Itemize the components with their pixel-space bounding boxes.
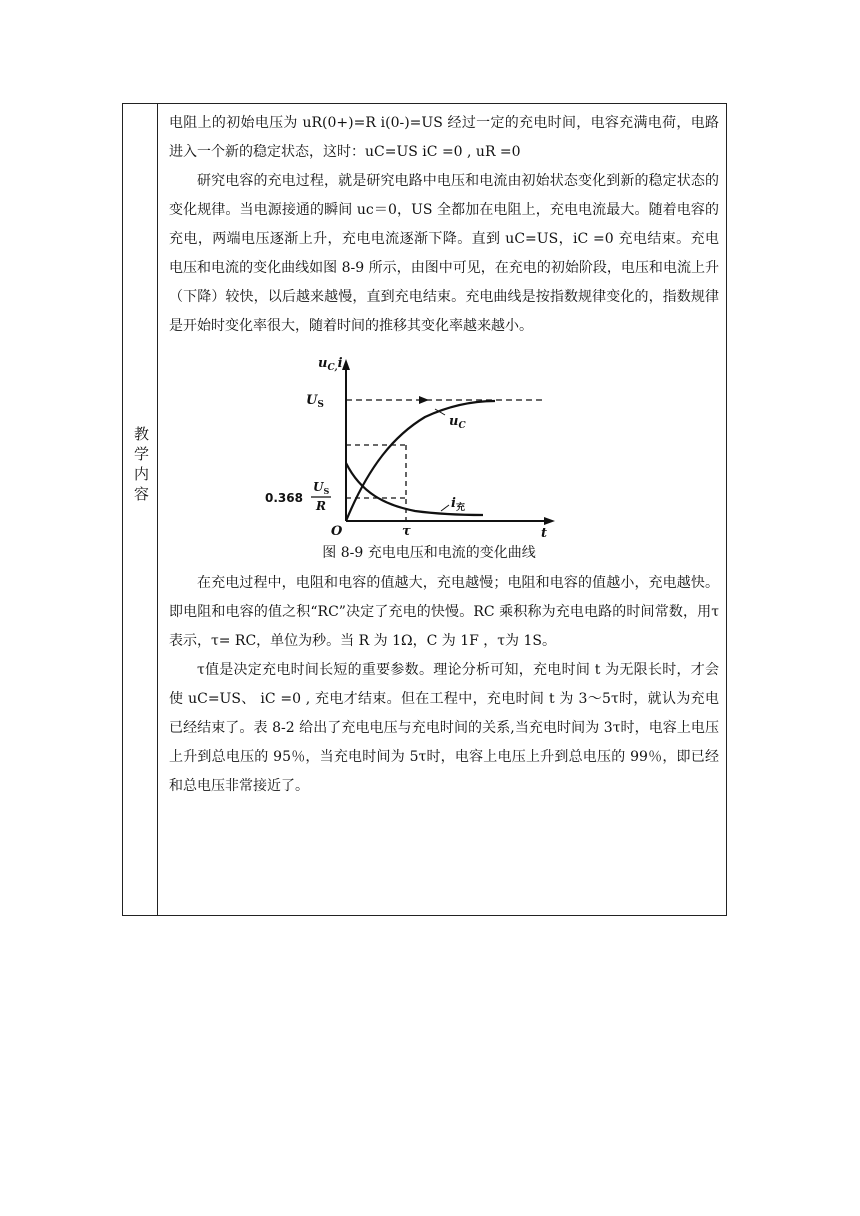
x-axis-label: t bbox=[541, 526, 548, 541]
frac-denominator: R bbox=[316, 499, 326, 513]
figure-charging-curve bbox=[169, 345, 719, 541]
lesson-table bbox=[122, 103, 727, 916]
paragraph-initial-voltage: 电阻上的初始电压为 uR(0+)=R i(0-)=US 经过一定的充电时间，电容充满电荷，电路进入一个新的稳定状态，这时：uC=US iC =0 , uR =0 bbox=[169, 115, 719, 160]
asymptote-arrow bbox=[419, 396, 429, 404]
coef-label: 0.368 bbox=[265, 491, 303, 505]
current-leader bbox=[441, 505, 449, 511]
origin-label: O bbox=[331, 524, 343, 539]
paragraph-charging-process: 研究电容的充电过程，就是研究电路中电压和电流由初始状态变化到新的稳定状态的变化规律。当电源接通的瞬间 uc＝0，US 全都加在电阻上，充电电流最大。随着电容的充电，两端电压逐渐上升，充电电流逐渐下降。直到 uC=US，iC =0 充电结束。充电电压和电流的变化曲线如图 8-9 所示，由图中可见，在充电的初始阶段，电压和电流上升（下降）较快，以后越来越慢，直到充电结束。充电曲线是按指数规律变化的，指数规律是开始时变化率很大，随着时间的推移其变化率越来越小。 bbox=[169, 173, 719, 334]
content-cell bbox=[159, 104, 726, 915]
side-label: 教学内容 bbox=[132, 426, 150, 506]
us-label: $U_S$ bbox=[306, 393, 324, 410]
uc-curve bbox=[346, 401, 495, 521]
x-axis-arrow bbox=[544, 517, 555, 525]
uc-label: $u_C$ bbox=[449, 414, 466, 431]
paragraph-time-constant: 在充电过程中，电阻和电容的值越大，充电越慢；电阻和电容的值越小，充电越快。即电阻和电容的值之积“RC”决定了充电的快慢。RC 乘积称为充电电路的时间常数，用τ表示，τ= RC，单位为秒。当 R 为 1Ω，C 为 1F ，τ为 1S。 bbox=[169, 575, 719, 649]
y-axis-label: $u_{C,}i$ bbox=[318, 356, 343, 373]
figure-caption: 图 8-9 充电电压和电流的变化曲线 bbox=[322, 545, 536, 561]
frac-numerator: $U_S$ bbox=[313, 480, 330, 496]
paragraph-tau-importance: τ值是决定充电时间长短的重要参数。理论分析可知，充电时间 t 为无限长时，才会使 uC=US、 iC =0 , 充电才结束。但在工程中，充电时间 t 为 3～5τ时，就认为充电已经结束了。表 8-2 给出了充电电压与充电时间的关系,当充电时间为 3τ时，电容上电压上升到总电压的 95％，当充电时间为 5τ时，电容上电压上升到总电压的 99％，即已经和总电压非常接近了。 bbox=[169, 662, 719, 794]
y-axis-arrow bbox=[342, 359, 350, 370]
charging-curve-diagram bbox=[265, 345, 548, 541]
side-header-cell bbox=[123, 104, 158, 915]
tau-label: τ bbox=[402, 524, 411, 539]
current-label: $i_充$ bbox=[451, 496, 465, 513]
